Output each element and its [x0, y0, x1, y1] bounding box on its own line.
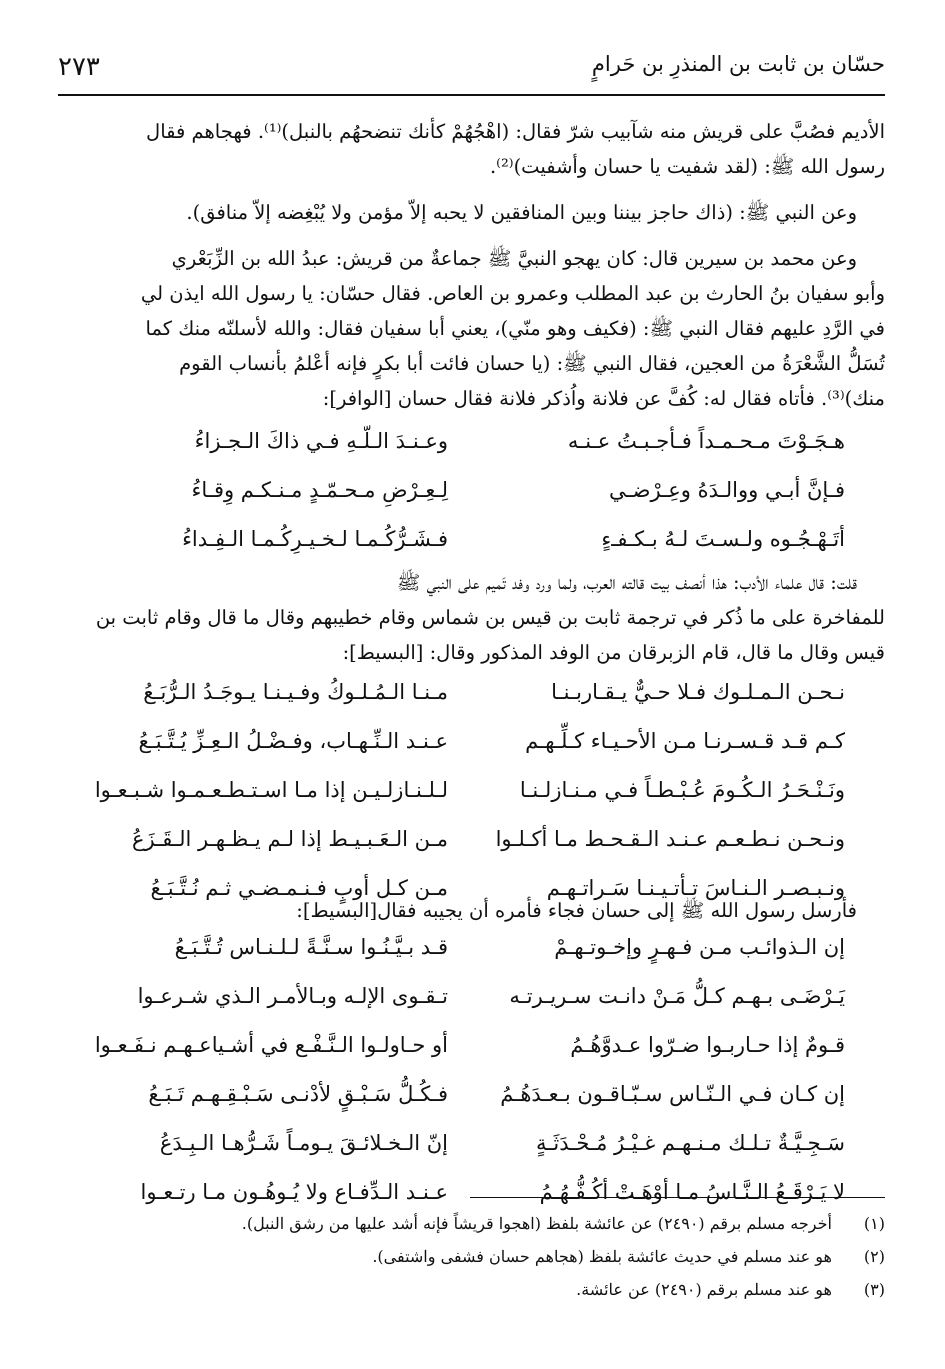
verse-second-hemistich: لـلـنـازلـيـن إذا مـا اسـتـطـعـمـوا شـبـعـوا: [94, 778, 448, 802]
paragraph-line: رسول الله ﷺ: (لقد شفيت يا حسان وأشفيت)⁽²⁾.: [489, 155, 885, 178]
footnote-text: هو عند مسلم برقم (٢٤٩٠) عن عائشة.: [576, 1280, 832, 1299]
verse-line: [58, 421, 885, 470]
verse-first-hemistich: هـجَـوْتَ مـحـمـداً فـأجـبـتُ عـنـه: [567, 429, 845, 453]
verse-first-hemistich: إن كـان فـي الـنّـاس سـبّـاقـون بـعـدَهُـمُ: [500, 1082, 845, 1106]
verse-first-hemistich: لا يَـرْقَـعُ الـنَّـاسُ مـا أوْهَـتْ أكُـفُّـهُـمُ: [539, 1180, 845, 1204]
footnote-text: هو عند مسلم في حديث عائشة بلفظ (هجاهم حسان فشفى واشتفى).: [372, 1247, 832, 1266]
footnote: [58, 1214, 885, 1234]
verse-line: [58, 819, 885, 868]
paragraph-line: تُسَلُّ الشَّعْرَةُ من العجين، فقال النبي ﷺ: (يا حسان فائت أبا بكرٍ فإنه أعْلمُ بأنساب القوم: [179, 352, 885, 375]
footnote: [58, 1247, 885, 1267]
footnote-number: (١): [863, 1214, 885, 1233]
verse-second-hemistich: قـد بـيَّـنُـوا سـنَّـةً لـلـنـاس تُـتَّـبَـعُ: [174, 935, 448, 959]
poem-block: [58, 421, 885, 568]
verse-line: [58, 672, 885, 721]
verse-line: [58, 770, 885, 819]
verse-first-hemistich: كـم قـد قـسـرنـا مـن الأحـيـاء كـلِّـهـم: [525, 729, 845, 753]
verse-first-hemistich: ونـحـن نـطـعـم عـنـد الـقـحـط مـا أكـلـوا: [495, 827, 845, 851]
verse-second-hemistich: مـن الـعَـبـيـط إذا لـم يـظـهـر الـقَـزَعُ: [132, 827, 448, 851]
verse-first-hemistich: سَـجِـيَّـةٌ تـلـك مـنـهـم غـيْـرُ مُـحْـدَثَـةٍ: [535, 1131, 845, 1155]
paragraph-line: للمفاخرة على ما ذُكر في ترجمة ثابت بن قيس بن شماس وقام خطيبهم وقال ما قال وقام ثابت بن: [95, 606, 885, 629]
paragraph-line: قلت: قال علماء الأدب: هذا أنصف بيت قالته العرب، ولما ورد وفد تَميم على النبي ﷺ: [396, 571, 857, 594]
verse-second-hemistich: عـنـد الـدِّفـاع ولا يُـوهُـون مـا رتـعـوا: [140, 1180, 448, 1204]
verse-first-hemistich: يَـرْضَـى بـهـم كـلُّ مَـنْ دانـت سـريـرتـه: [509, 984, 845, 1008]
verse-first-hemistich: نـحـن الـمـلـوك فـلا حـيٌّ يـقـاربـنـا: [551, 680, 845, 704]
running-title: حسّان بن ثابت بن المنذرِ بن حَرامٍ: [591, 52, 885, 76]
verse-second-hemistich: مـنـا الـمُـلـوكُ وفـيـنـا يـوجَـدُ الـرُّبَـعُ: [143, 680, 448, 704]
verse-first-hemistich: ونَـنْـحَـرُ الـكُـومَ عُـبْـطـاً فـي مـنـازلـنـا: [519, 778, 845, 802]
verse-first-hemistich: قـومٌ إذا حـاربـوا ضـرّوا عـدوَّهُـمُ: [570, 1033, 845, 1057]
page-number: ٢٧٣: [58, 52, 100, 82]
verse-second-hemistich: فـكُـلُّ سَـبْـقٍ لأدْنـى سَـبْـقِـهـم تَـبَـعُ: [148, 1082, 448, 1106]
footnote-rule: [470, 1197, 885, 1198]
verse-second-hemistich: أو حـاولـوا الـنَّـفْـع في أشـياعـهـم نـفَـعـوا: [94, 1033, 448, 1057]
verse-first-hemistich: إن الـذوائـب مـن فـهـرٍ وإخـوتـهـمْ: [554, 935, 845, 959]
paragraph-line: وأبو سفيان بنُ الحارث بن عبد المطلب وعمرو بن العاص. فقال حسّان: يا رسول الله ايذن لي: [140, 282, 885, 305]
paragraph-line: في الرَّدِ عليهم فقال النبي ﷺ: (فكيف وهو منّي)، يعني أبا سفيان فقال: والله لأسلنّه منك كما: [145, 317, 885, 340]
verse-line: [58, 1025, 885, 1074]
poem-block: [58, 672, 885, 917]
verse-line: [58, 1123, 885, 1172]
page-header: [58, 48, 885, 92]
verse-line: [58, 470, 885, 519]
verse-second-hemistich: وعـنـدَ الـلّـهِ فـي ذاكَ الـجـزاءُ: [194, 429, 448, 453]
paragraph-line: منك)⁽³⁾. فأتاه فقال له: كُفَّ عن فلانة واُذكر فلانة فقال حسان [الوافر]:: [322, 387, 885, 410]
paragraph-line: الأديم فصُبَّ على قريش منه شآبيب شرّ فقال: (اهْجُهُمْ كأنك تنضحهُم بالنبل)⁽¹⁾. فهجاهم فقال: [146, 120, 885, 143]
poem-block: [58, 927, 885, 1221]
verse-first-hemistich: أتَـهْـجُـوه ولـسـتَ لـهُ بـكـفـءٍ: [601, 527, 845, 551]
verse-second-hemistich: عـنـد الـنِّـهـاب، وفـضْـلُ الـعِـزِّ يُـتَّـبَـعُ: [138, 729, 448, 753]
verse-line: [58, 976, 885, 1025]
verse-second-hemistich: فـشَـرُّكُـمـا لـخـيـرِكُـمـا الـفِـداءُ: [182, 527, 448, 551]
paragraph-line: وعن النبي ﷺ: (ذاك حاجز بيننا وبين المنافقين لا يحبه إلاّ مؤمن ولا يُبْغِضه إلاّ منافق).: [186, 201, 857, 224]
verse-line: [58, 519, 885, 568]
verse-line: [58, 721, 885, 770]
paragraph-line: وعن محمد بن سيرين قال: كان يهجو النبيَّ ﷺ جماعةٌ من قريش: عبدُ الله بن الزِّبَعْري: [171, 247, 857, 270]
verse-line: [58, 927, 885, 976]
verse-second-hemistich: مـن كـل أوبٍ فـنـمـضـي ثـم نُـتَّـبَـعُ: [150, 876, 448, 900]
verse-line: [58, 1074, 885, 1123]
verse-first-hemistich: ونـبـصـر الـنـاسَ تـأتـيـنـا سَـراتـهـم: [546, 876, 845, 900]
verse-second-hemistich: لِـعِـرْضِ مـحـمّـدٍ مـنـكـم وِقـاءُ: [191, 478, 448, 502]
verse-second-hemistich: تـقـوى الإلـه وبـالأمـر الـذي شـرعـوا: [137, 984, 448, 1008]
footnote: [58, 1280, 885, 1300]
verse-first-hemistich: فـإنَّ أبـي ووالـدَهُ وعِـرْضـي: [609, 478, 845, 502]
footnote-number: (٢): [863, 1247, 885, 1266]
paragraph-line: فأرسل رسول الله ﷺ إلى حسان فجاء فأمره أن يجيبه فقال[البسيط]:: [296, 899, 857, 922]
verse-second-hemistich: إنّ الـخـلائـقَ يـومـاً شَـرُّهـا الـبِـدَعُ: [159, 1131, 448, 1155]
header-rule: [58, 94, 885, 96]
footnote-text: أخرجه مسلم برقم (٢٤٩٠) عن عائشة بلفظ (اهجوا قريشاً فإنه أشد عليها من رشق النبل).: [241, 1214, 832, 1233]
paragraph-line: قيس وقال ما قال، قام الزبرقان من الوفد المذكور وقال: [البسيط]:: [342, 641, 885, 664]
footnote-number: (٣): [863, 1280, 885, 1299]
